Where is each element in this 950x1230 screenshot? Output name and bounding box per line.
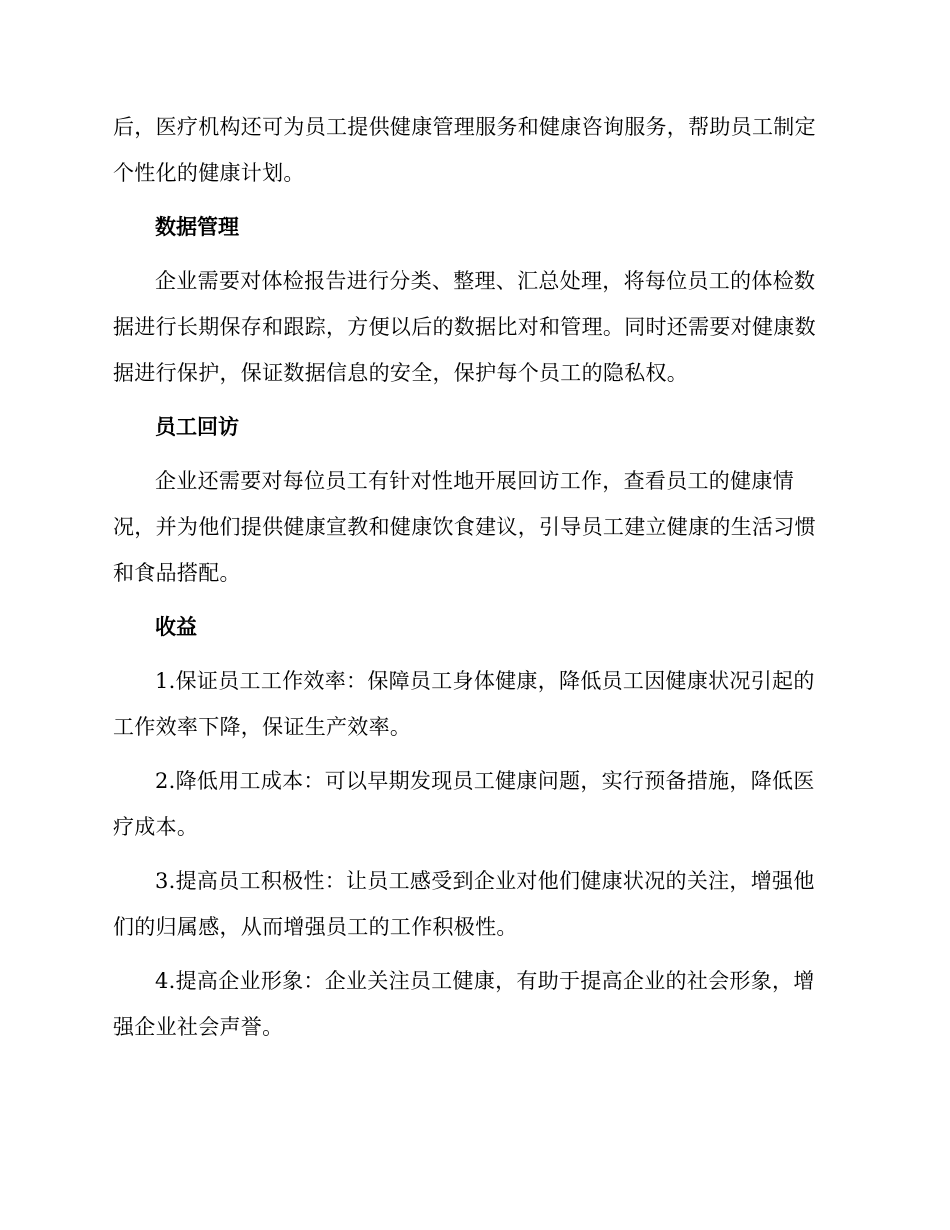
text-line: 企业需要对体检报告进行分类、整理、汇总处理，将每位员工的体检数 <box>155 269 816 293</box>
text-line: 据进行长期保存和跟踪，方便以后的数据比对和管理。同时还需要对健康数 <box>113 315 816 339</box>
intro-paragraph <box>113 104 833 196</box>
text-line: 疗成本。 <box>113 815 199 839</box>
employee-followup-paragraph <box>113 458 833 596</box>
text-line: 企业还需要对每位员工有针对性地开展回访工作，查看员工的健康情 <box>155 469 794 493</box>
section-heading-employee-followup: 员工回访 <box>155 415 239 439</box>
text-line: 个性化的健康计划。 <box>113 161 305 185</box>
section-heading-data-management: 数据管理 <box>155 215 239 239</box>
benefit-item-3 <box>113 858 833 950</box>
text-line: 后，医疗机构还可为员工提供健康管理服务和健康咨询服务，帮助员工制定 <box>113 115 816 139</box>
text-line: 3.提高员工积极性：让员工感受到企业对他们健康状况的关注，增强他 <box>155 869 815 893</box>
text-line: 和食品搭配。 <box>113 561 241 585</box>
benefit-item-1 <box>113 658 833 750</box>
text-line: 强企业社会声誉。 <box>113 1015 284 1039</box>
text-line: 2.降低用工成本：可以早期发现员工健康问题，实行预备措施，降低医 <box>155 769 815 793</box>
section-heading-benefits: 收益 <box>155 615 197 639</box>
text-line: 工作效率下降，保证生产效率。 <box>113 715 412 739</box>
text-line: 据进行保护，保证数据信息的安全，保护每个员工的隐私权。 <box>113 361 689 385</box>
data-management-paragraph <box>113 258 833 396</box>
text-line: 况，并为他们提供健康宣教和健康饮食建议，引导员工建立健康的生活习惯 <box>113 515 816 539</box>
document-body <box>113 104 833 1050</box>
benefit-item-4 <box>113 958 833 1050</box>
text-line: 们的归属感，从而增强员工的工作积极性。 <box>113 915 518 939</box>
text-line: 1.保证员工工作效率：保障员工身体健康，降低员工因健康状况引起的 <box>155 669 815 693</box>
benefit-item-2 <box>113 758 833 850</box>
text-line: 4.提高企业形象：企业关注员工健康，有助于提高企业的社会形象，增 <box>155 969 815 993</box>
